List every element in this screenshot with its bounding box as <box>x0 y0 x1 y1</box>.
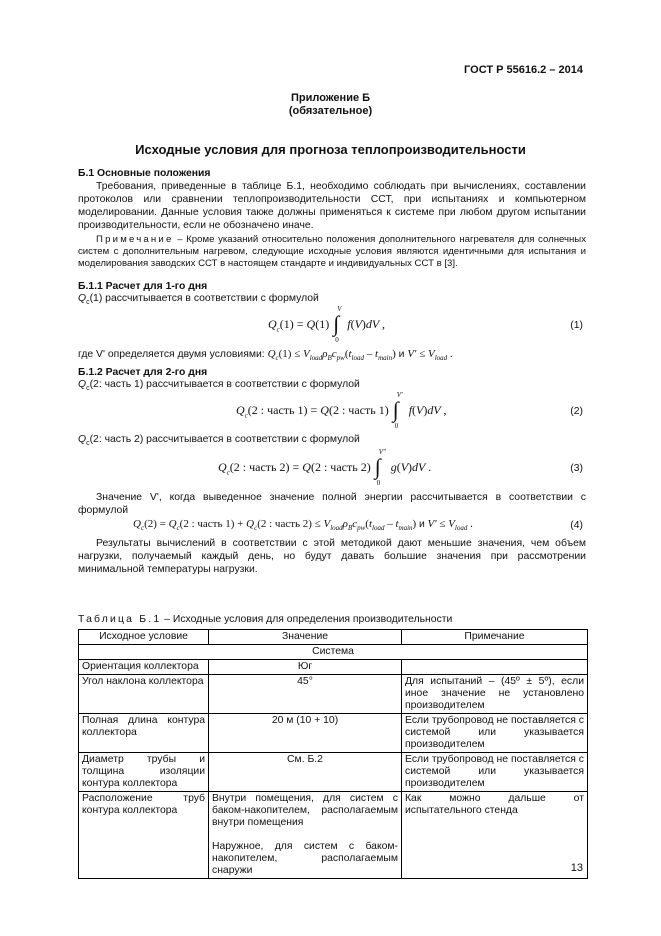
note-label: Примечание <box>96 234 174 245</box>
and-word-4: и <box>418 519 425 530</box>
equation-number-1: (1) <box>570 320 583 331</box>
formula-1: $Q_c(1) = Q(1)$ V ∫ 0 f(V)dV , <box>268 305 386 344</box>
where-text: где V' определяется двумя условиями: <box>78 349 265 360</box>
table-caption-label: Таблица Б.1 <box>78 614 162 625</box>
table-header-row <box>79 630 588 645</box>
table-row <box>79 675 588 714</box>
section-b11-heading: Б.1.1 Расчет для 1-го дня <box>78 281 208 292</box>
formula-1-conditions: где V' определяется двумя условиями: $Q_c(1) \le V_{load}\rho_Bc_{pw}(t_{load} - t_{main})$ и $V' \le V_{load}$ . <box>78 348 453 363</box>
table-row <box>79 660 588 675</box>
table-section-row <box>79 645 588 660</box>
section-b12-heading: Б.1.2 Расчет для 2-го дня <box>78 367 208 378</box>
cell-condition: Ориентация коллектора <box>79 660 209 675</box>
cell-value: См. Б.2 <box>209 753 402 792</box>
value-v-text: Значение V', когда выведенное значение полной энергии рассчитывается в соответствии с формулой <box>78 492 586 516</box>
cell-value-outdoor: Наружное, для систем с баком-накопителем, располагаемым снаружи <box>212 841 398 876</box>
qc-symbol: Q <box>78 293 87 304</box>
cell-note: Для испытаний – (45º ± 5º), если иное значение не установлено производителем <box>402 675 588 714</box>
section-b12-intro-2: $Q_c(2$: часть 2) рассчитывается в соответствии с формулой <box>78 434 360 448</box>
cell-note: Если трубопровод не поставляется с системой или указывается производителем <box>402 714 588 753</box>
cell-note: Как можно дальше от испытательного стенда <box>402 792 588 879</box>
cell-note: Если трубопровод не поставляется с системой или указывается производителем <box>402 753 588 792</box>
cell-value: 20 м (10 + 10) <box>209 714 402 753</box>
cell-condition: Угол наклона коллектора <box>79 675 209 714</box>
formula-2: $Q_c(2$ : часть 1) = Q(2 : часть 1) V′ ∫ 0 f(V)dV , <box>236 391 447 430</box>
qc-subscript: c <box>86 299 90 307</box>
column-header: Исходное условие <box>79 630 209 645</box>
conditions-table <box>78 629 588 879</box>
cell-value: Юг <box>209 660 402 675</box>
table-row <box>79 792 588 879</box>
equation-number-2: (2) <box>570 406 583 417</box>
cell-note <box>402 660 588 675</box>
intro-text: (1) рассчитывается в соответствии с формулой <box>89 293 319 304</box>
intro-2-text: (2: часть 2) рассчитывается в соответствии с формулой <box>89 434 360 445</box>
annex-status: (обязательное) <box>288 105 373 117</box>
cell-condition: Диаметр трубы и толщина изоляции контура коллектора <box>79 753 209 792</box>
section-label: Система <box>79 645 588 660</box>
cell-condition: Расположение труб контура коллектора <box>79 792 209 879</box>
equation-number-3: (3) <box>570 463 583 474</box>
formula-4: $Q_c(2) = Q_c(2$ : часть $1) + Q_c(2$ : часть $2) \le V_{load}\rho_Bc_{pw}(t_{load} - t_{main})$ и $V' \le V_{load}$ . <box>133 518 473 533</box>
table-row <box>79 714 588 753</box>
table-caption-text: – Исходные условия для определения производительности <box>161 614 453 625</box>
and-word: и <box>398 349 405 360</box>
intro-1-text: (2: часть 1) рассчитывается в соответствии с формулой <box>89 379 360 390</box>
annex-title: Приложение Б <box>290 92 371 104</box>
column-header: Значение <box>209 630 402 645</box>
cell-value-indoor: Внутри помещения, для систем с баком-накопителем, располагаемым внутри помещения <box>212 793 398 828</box>
note-text: – Кроме указаний относительно положения дополнительного нагревателя для солнечных систем с дополнительным нагревом, следующие исходные условия являются идентичными для испытания и моделирования заводских ССТ в настоящем стандарте и индивидуальных ССТ в [3]. <box>78 234 586 269</box>
cell-value <box>209 792 402 879</box>
section-b1-note <box>78 234 586 270</box>
page-number: 13 <box>570 862 583 874</box>
formula-3: $Q_c(2$ : часть 2) = Q(2 : часть 2) V′′ ∫ 0 g(V)dV . <box>218 448 432 487</box>
results-text: Результаты вычислений в соответствии с этой методикой дают меньшие значения, чем объем нагрузки, получаемый каждый день, но будут давать большие значения при рассмотрении минимальной температуры нагрузки. <box>78 538 586 575</box>
cell-value: 45° <box>209 675 402 714</box>
column-header: Примечание <box>402 630 588 645</box>
section-b1-text: Требования, приведенные в таблице Б.1, необходимо соблюдать при вычислениях, составлении протоколов или сравнении теплопроизводительности ССТ, при испытаниях и компьютерном моделировании. Данные условия также должны применяться к системе при любом другом испытании производительности, если не обозначено иначе. <box>78 181 586 231</box>
standard-designation: ГОСТ Р 55616.2 – 2014 <box>464 64 583 76</box>
equation-number-4: (4) <box>570 520 583 531</box>
section-b12-intro-1: $Q_c(2$: часть 1) рассчитывается в соответствии с формулой <box>78 379 360 393</box>
table-caption <box>78 614 452 625</box>
document-title: Исходные условия для прогноза теплопроизводительности <box>135 142 526 157</box>
table-row <box>79 753 588 792</box>
section-b1-heading: Б.1 Основные положения <box>78 168 211 179</box>
cell-condition: Полная длина контура коллектора <box>79 714 209 753</box>
